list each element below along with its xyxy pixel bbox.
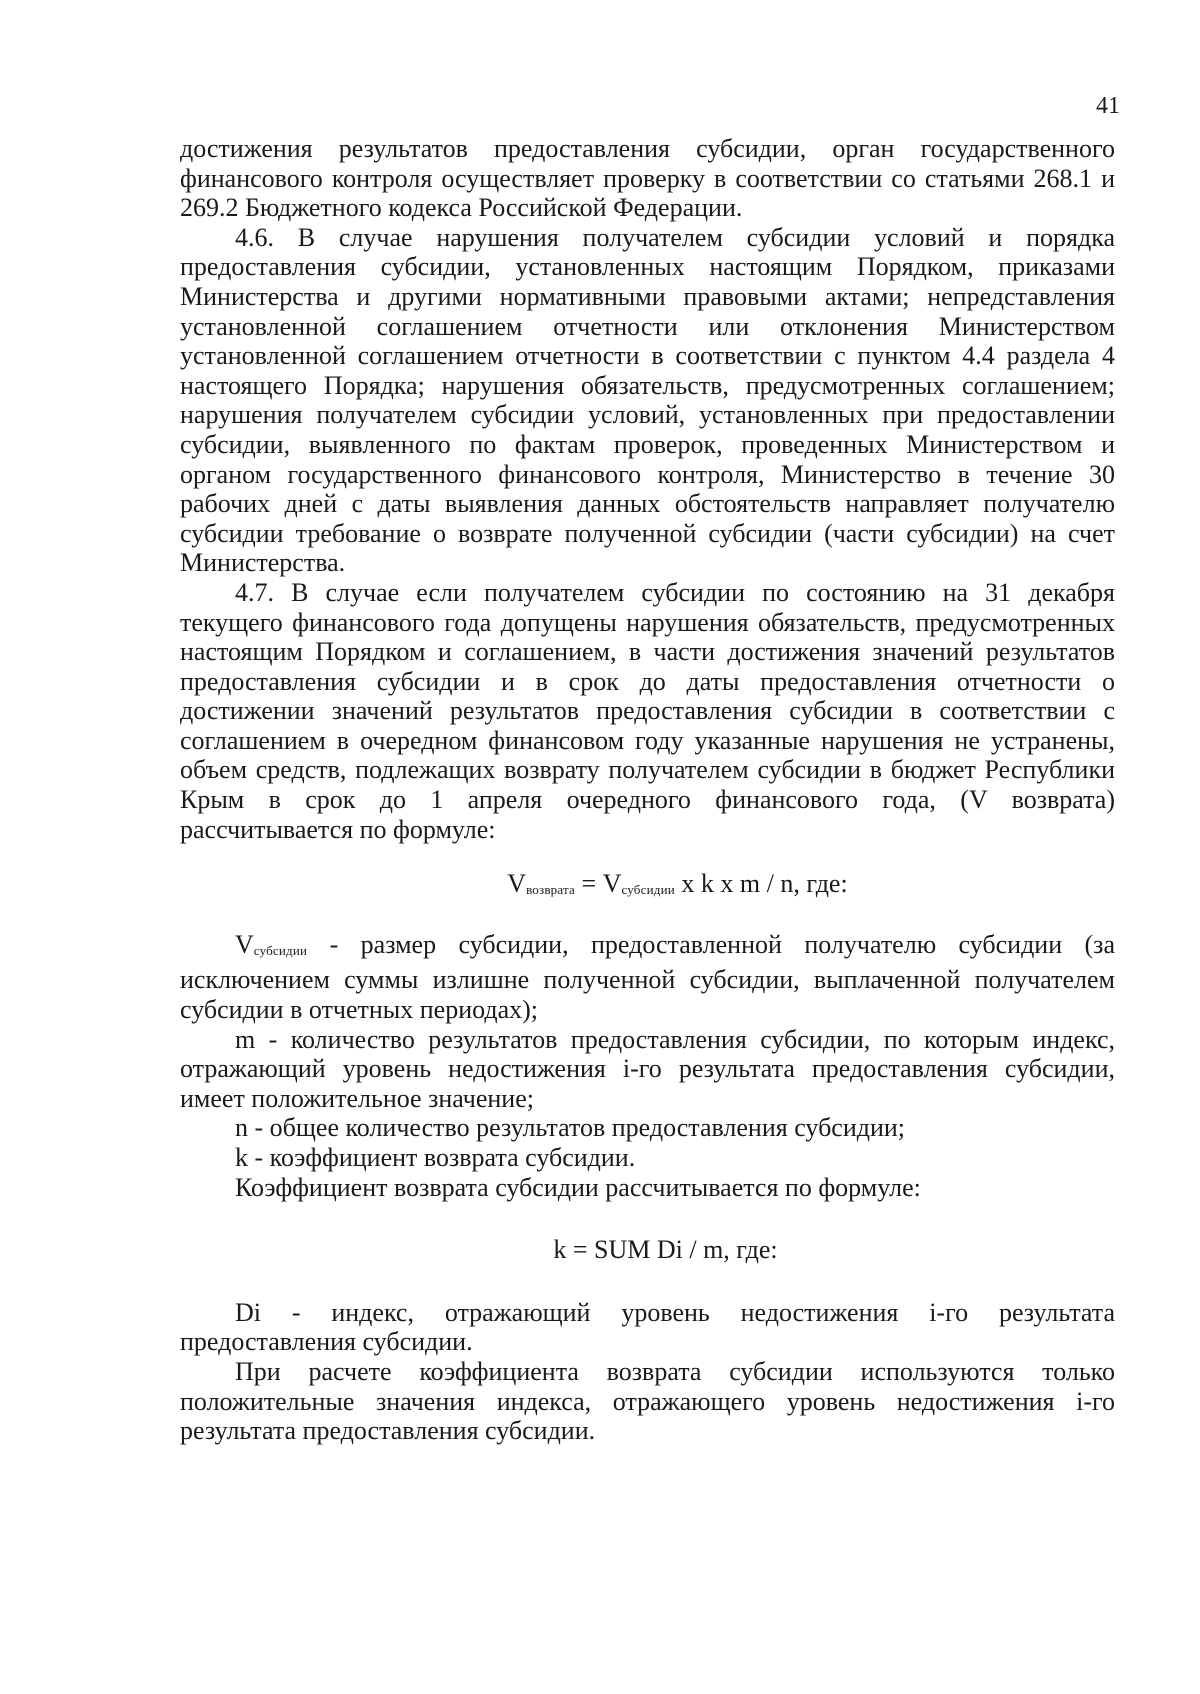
- definition-m: m - количество результатов предоставления субсидии, по которым индекс, отражающий уровень недостижения i-го результата предоставления субсидии, имеет положительное значение;: [180, 1024, 1115, 1113]
- paragraph-continuation: достижения результатов предоставления субсидии, орган государственного финансового контроля осуществляет проверку в соответствии со статьями 268.1 и 269.2 Бюджетного кодекса Российской Федерации.: [180, 134, 1115, 223]
- definition-v-text: - размер субсидии, предоставленной получателю субсидии (за исключением суммы излишне полученной субсидии, выплаченной получателем субсидии в отчетных периодах);: [180, 929, 1115, 1025]
- formula-rest: x k x m / n, где:: [674, 869, 848, 899]
- formula-sub-return: возврата: [526, 882, 576, 898]
- page-number: 41: [1096, 93, 1120, 119]
- definition-di: Di - индекс, отражающий уровень недостижения i-го результата предоставления субсидии.: [180, 1297, 1115, 1357]
- definition-n: n - общее количество результатов предоставления субсидии;: [235, 1113, 906, 1143]
- formula-v-symbol: V: [507, 869, 527, 899]
- definition-v-symbol: V: [235, 929, 254, 959]
- formula-v-symbol-2: V: [602, 869, 622, 899]
- document-body: [180, 134, 1115, 1446]
- paragraph-4-7: 4.7. В случае если получателем субсидии по состоянию на 31 декабря текущего финансового года допущены нарушения обязательств, предусмотренных настоящим Порядком и соглашением, в части достижения значений результатов предоставления субсидии и в срок до даты предоставления отчетности о достижении значений результатов предоставления субсидии в соответствии с соглашением в очередном финансовом году указанные нарушения не устранены, объем средств, подлежащих возврату получателем субсидии в бюджет Республики Крым в срок до 1 апреля очередного финансового года, (V возврата) рассчитывается по формуле:: [180, 577, 1115, 844]
- paragraph-4-6: 4.6. В случае нарушения получателем субсидии условий и порядка предоставления субсидии, установленных настоящим Порядком, приказами Министерства и другими нормативными правовыми актами; непредставления установленной соглашением отчетности или отклонения Министерством установленной соглашением отчетности в соответствии с пунктом 4.4 раздела 4 настоящего Порядка; нарушения обязательств, предусмотренных соглашением; нарушения получателем субсидии условий, установленных при предоставлении субсидии, выявленного по фактам проверок, проведенных Министерством и органом государственного финансового контроля, Министерство в течение 30 рабочих дней с даты выявления данных обстоятельств направляет получателю субсидии требование о возврате полученной субсидии (части субсидии) на счет Министерства.: [180, 222, 1115, 578]
- k-coefficient-formula: k = SUM Di / m, где:: [553, 1235, 778, 1265]
- return-volume-formula: [180, 869, 1115, 905]
- k-formula-intro: Коэффициент возврата субсидии рассчитывается по формуле:: [235, 1172, 921, 1202]
- formula-equals: =: [575, 869, 603, 899]
- definition-k: k - коэффициент возврата субсидии.: [235, 1143, 636, 1172]
- definition-v-sub: субсидии: [253, 942, 308, 958]
- definition-v-subsidy: [180, 930, 1115, 1025]
- final-paragraph: При расчете коэффициента возврата субсидии используются только положительные значения индекса, отражающего уровень недостижения i-го результата предоставления субсидии.: [180, 1356, 1115, 1446]
- formula-sub-subsidy: субсидии: [621, 882, 675, 898]
